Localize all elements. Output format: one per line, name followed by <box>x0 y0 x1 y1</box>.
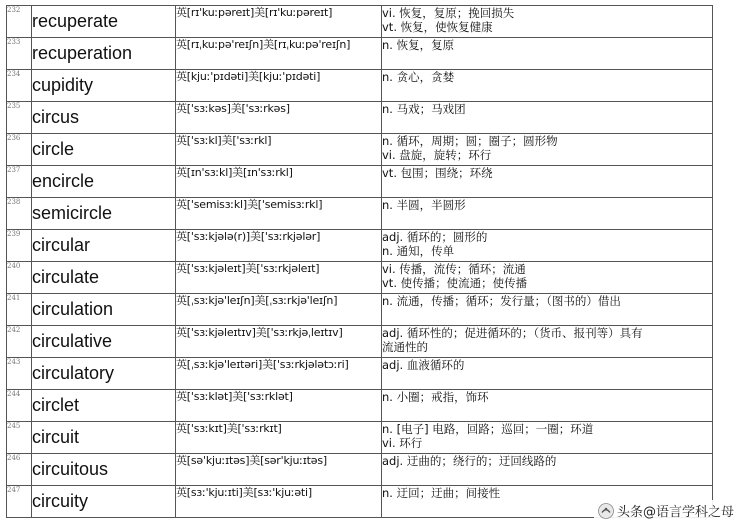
definition-line: n. 流通，传播；循环；发行量；（图书的）借出 <box>382 294 621 308</box>
table-row <box>7 454 713 486</box>
entry-definition <box>382 166 713 198</box>
entry-word: circle <box>32 134 176 166</box>
definition-line: vi. 盘旋，旋转；环行 <box>382 148 492 162</box>
definition-line: n. 贪心，贪婪 <box>382 70 455 84</box>
entry-phonetic: 英[kjuː'pɪdəti]美[kjuː'pɪdəti] <box>176 70 382 102</box>
entry-number: 238 <box>7 198 32 230</box>
table-row <box>7 422 713 454</box>
table-row <box>7 294 713 326</box>
entry-definition <box>382 38 713 70</box>
definition-line: 流通性的 <box>382 340 428 354</box>
entry-word: circulatory <box>32 358 176 390</box>
entry-word: recuperate <box>32 6 176 38</box>
entry-phonetic: 英[ɪn'sɜːkl]美[ɪn'sɜːrkl] <box>176 166 382 198</box>
vocabulary-table <box>6 5 713 518</box>
entry-number: 245 <box>7 422 32 454</box>
entry-phonetic: 英['sɜːkjəleɪt]美['sɜːrkjəleɪt] <box>176 262 382 294</box>
table-row <box>7 102 713 134</box>
entry-word: circulate <box>32 262 176 294</box>
entry-word: recuperation <box>32 38 176 70</box>
table-row <box>7 198 713 230</box>
definition-line: n. 迂回；迂曲；间接性 <box>382 486 501 500</box>
definition-line: adj. 循环性的；促进循环的；（货币、报刊等）具有 <box>382 326 643 340</box>
entry-number: 234 <box>7 70 32 102</box>
entry-word: cupidity <box>32 70 176 102</box>
definition-line: n. [电子] 电路，回路；巡回；一圈；环道 <box>382 422 594 436</box>
entry-number: 243 <box>7 358 32 390</box>
entry-definition <box>382 134 713 166</box>
entry-number: 232 <box>7 6 32 38</box>
entry-word: circulation <box>32 294 176 326</box>
entry-phonetic: 英['semisɜːkl]美['semisɜːrkl] <box>176 198 382 230</box>
table-row <box>7 390 713 422</box>
entry-number: 242 <box>7 326 32 358</box>
entry-phonetic: 英['sɜːkɪt]美['sɜːrkɪt] <box>176 422 382 454</box>
table-row <box>7 358 713 390</box>
entry-number: 241 <box>7 294 32 326</box>
definition-line: n. 循环，周期；圆；圈子；圆形物 <box>382 134 558 148</box>
table-row <box>7 166 713 198</box>
table-row <box>7 326 713 358</box>
watermark-prefix: 头条 <box>616 505 643 520</box>
definition-line: vt. 使传播；使流通；使传播 <box>382 276 528 290</box>
entry-definition <box>382 422 713 454</box>
definition-line: n. 通知，传单 <box>382 244 455 258</box>
entry-number: 237 <box>7 166 32 198</box>
table-body <box>7 6 713 518</box>
entry-word: circlet <box>32 390 176 422</box>
entry-number: 233 <box>7 38 32 70</box>
entry-phonetic: 英[ˌsɜːkjə'leɪtəri]美['sɜːrkjələtɔːri] <box>176 358 382 390</box>
entry-number: 239 <box>7 230 32 262</box>
definition-line: vi. 恢复，复原；挽回损失 <box>382 6 515 20</box>
toutiao-logo-icon <box>598 503 614 519</box>
entry-word: semicircle <box>32 198 176 230</box>
entry-phonetic: 英[sɜː'kjuːɪti]美[sɜː'kjuːəti] <box>176 486 382 518</box>
entry-definition <box>382 326 713 358</box>
entry-definition <box>382 262 713 294</box>
definition-line: vt. 包围；围绕；环绕 <box>382 166 493 180</box>
definition-line: n. 恢复，复原 <box>382 38 455 52</box>
entry-definition <box>382 230 713 262</box>
definition-line: n. 马戏；马戏团 <box>382 102 466 116</box>
entry-definition <box>382 390 713 422</box>
entry-definition <box>382 102 713 134</box>
entry-definition <box>382 294 713 326</box>
table-row <box>7 262 713 294</box>
definition-line: vi. 传播，流传；循环；流通 <box>382 262 526 276</box>
entry-number: 247 <box>7 486 32 518</box>
entry-phonetic: 英['sɜːkəs]美['sɜːrkəs] <box>176 102 382 134</box>
entry-number: 246 <box>7 454 32 486</box>
entry-number: 235 <box>7 102 32 134</box>
table-row <box>7 38 713 70</box>
entry-word: circulative <box>32 326 176 358</box>
entry-number: 244 <box>7 390 32 422</box>
table-row <box>7 70 713 102</box>
entry-phonetic: 英[ˌsɜːkjə'leɪʃn]美[ˌsɜːrkjə'leɪʃn] <box>176 294 382 326</box>
entry-definition <box>382 454 713 486</box>
table-row <box>7 230 713 262</box>
entry-word: circus <box>32 102 176 134</box>
table-row <box>7 6 713 38</box>
entry-phonetic: 英['sɜːkjəleɪtɪv]美['sɜːrkjəˌleɪtɪv] <box>176 326 382 358</box>
watermark <box>594 500 738 521</box>
entry-number: 240 <box>7 262 32 294</box>
definition-line: vt. 恢复，使恢复健康 <box>382 20 493 34</box>
watermark-handle: @语言学科之母 <box>642 505 734 520</box>
definition-line: adj. 循环的；圆形的 <box>382 230 488 244</box>
entry-definition <box>382 70 713 102</box>
entry-definition <box>382 198 713 230</box>
definition-line: n. 小圈；戒指，饰环 <box>382 390 489 404</box>
entry-definition <box>382 358 713 390</box>
entry-phonetic: 英['sɜːkjələ(r)]美['sɜːrkjələr] <box>176 230 382 262</box>
table-row <box>7 134 713 166</box>
definition-line: n. 半圆，半圆形 <box>382 198 466 212</box>
entry-word: circuity <box>32 486 176 518</box>
definition-line: adj. 迂曲的；绕行的；迂回线路的 <box>382 454 557 468</box>
entry-word: circular <box>32 230 176 262</box>
entry-phonetic: 英['sɜːkl]美['sɜːrkl] <box>176 134 382 166</box>
definition-line: vi. 环行 <box>382 436 423 450</box>
entry-word: encircle <box>32 166 176 198</box>
entry-word: circuitous <box>32 454 176 486</box>
entry-phonetic: 英['sɜːklət]美['sɜːrklət] <box>176 390 382 422</box>
entry-definition <box>382 6 713 38</box>
entry-word: circuit <box>32 422 176 454</box>
entry-number: 236 <box>7 134 32 166</box>
entry-phonetic: 英[rɪˌkuːpə'reɪʃn]美[rɪˌkuːpə'reɪʃn] <box>176 38 382 70</box>
entry-phonetic: 英[rɪ'kuːpəreɪt]美[rɪ'kuːpəreɪt] <box>176 6 382 38</box>
entry-phonetic: 英[sə'kjuːɪtəs]美[sər'kjuːɪtəs] <box>176 454 382 486</box>
definition-line: adj. 血液循环的 <box>382 358 465 372</box>
